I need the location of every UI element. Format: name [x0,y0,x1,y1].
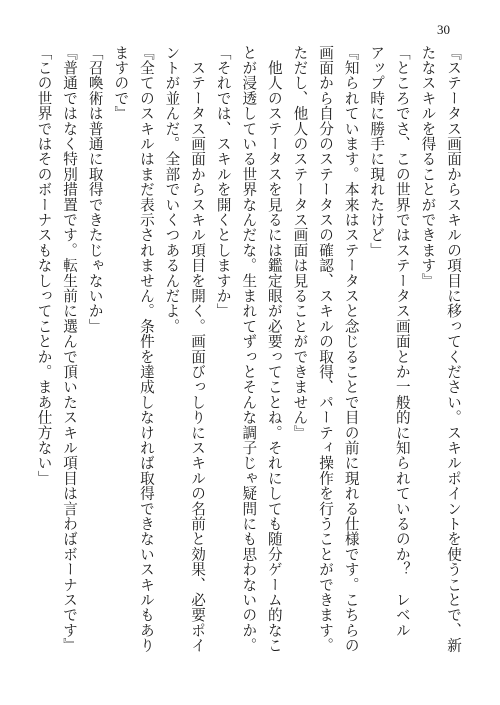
text-line: ますので』 [112,45,130,121]
text-line: ントが並んだ。全部でいくつあるんだよ。 [163,45,181,334]
text-line: 「それでは、スキルを開くとしますか」 [214,45,232,319]
text-line: 「召喚術は普通に取得できたじゃないか」 [86,45,104,334]
text-line: たなスキルを得ることができます』 [419,45,437,289]
text-line: 『ステータス画面からスキルの項目に移ってください。スキルポイントを使うことで、新 [445,45,462,653]
text-line: ステータス画面からスキル項目を開く。画面びっしりにスキルの名前と効果、必要ポイ [189,45,207,653]
text-line: 『知られています。本来はステータスと念じることで目の前に現れる仕様です。こちらの [342,45,360,653]
text-line: 「ところでさ、この世界ではステータス画面とか一般的に知られているのか？ レベル [393,45,411,638]
text-line: 他人のステータスを見るには鑑定眼が必要ってことね。それにしても随分ゲーム的なこ [265,45,283,653]
text-line: とが浸透している世界なんだな。生まれてずっとそんな調子じゃ疑問にも思わないのか。 [240,45,258,653]
text-line: 『全てのスキルはまだ表示されません。条件を達成しなければ取得できないスキルもあり [137,45,155,653]
text-line: 「この世界ではそのボーナスもなしってことか。まあ仕方ない」 [35,45,53,486]
text-line: 画面から自分のステータスの確認、スキルの取得、パーティ操作を行うことができます。 [317,45,335,653]
page-number: 30 [437,22,450,37]
text-line: アップ時に勝手に現れたけど」 [368,45,386,258]
text-line: 『普通ではなく特別措置です。転生前に選んで頂いたスキル項目は言わばボーナスです』 [61,45,79,653]
text-block [35,45,466,667]
text-line: ただし、他人のステータス画面は見ることができません』 [291,45,309,441]
